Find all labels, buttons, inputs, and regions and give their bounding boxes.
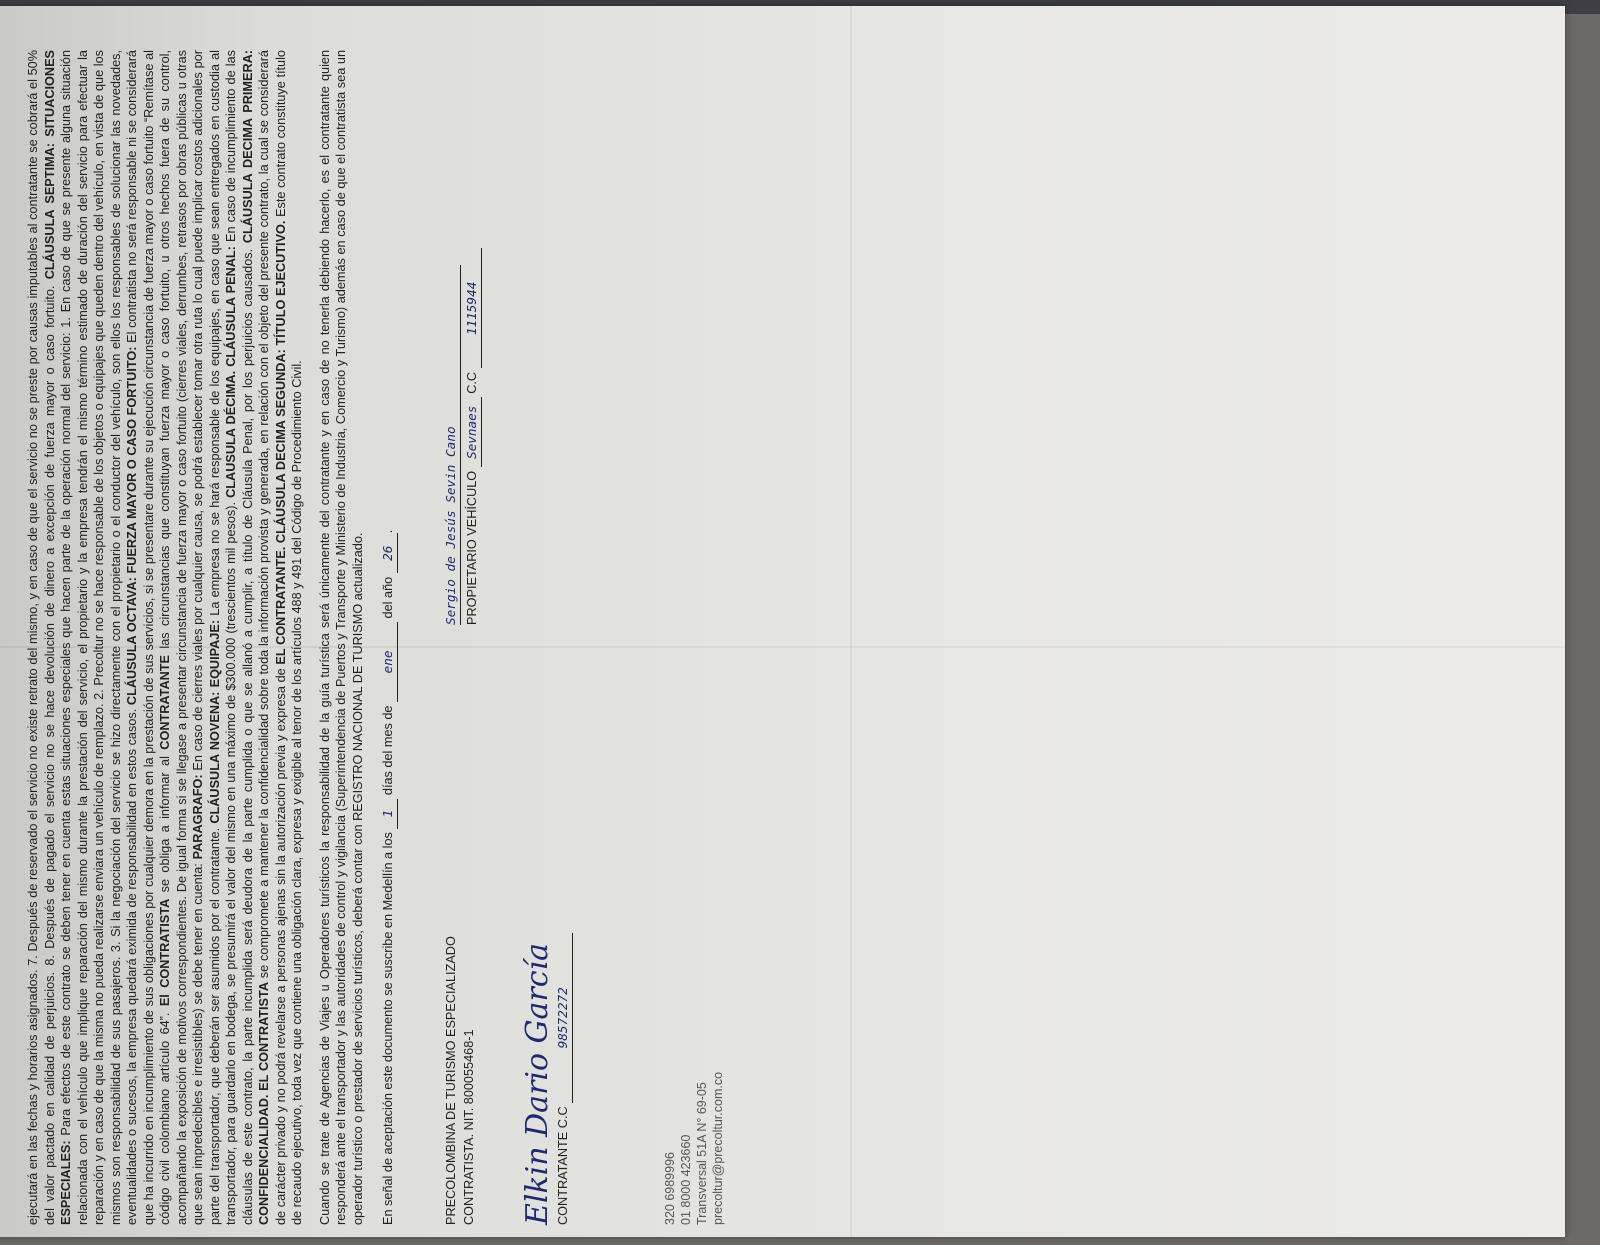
- clause-heading: CLÁUSULA SEPTIMA: SITUACIONES ESPECIALES:: [42, 50, 73, 1225]
- clause-text: se compromete a mantener la confidencialidad sobre toda la información provista y generada, en relación con el objeto del presente contrato, la cual se considerará de carácter privado y no podrá revelarse a personas ajenas sin la autorización previa y expresa de: [257, 50, 288, 1225]
- contractor-label: CONTRATANTE C.C: [555, 1106, 570, 1225]
- company-nit: CONTRATISTA. NIT. 800055468-1: [461, 1029, 476, 1225]
- clause-heading: CLAUSULA DÉCIMA. CLÁUSULA PENAL:: [224, 246, 238, 498]
- owner-signature: Sevnaes: [463, 397, 482, 467]
- acceptance-line: [380, 30, 398, 1225]
- clause-heading: El CONTRATISTA: [158, 898, 172, 1007]
- acceptance-text: del año: [381, 576, 395, 619]
- acceptance-day: 1: [380, 799, 398, 829]
- clause-heading: CLÁUSULA DECIMA PRIMERA: CONFIDENCIALIDAD. EL CONTRATISTA: [240, 50, 271, 1225]
- clause-text: las circunstancias que constituyan fuerza mayor o caso fortuito, u otros hechos fuera de su control, acompañando la exposición de motivos correspondientes. De igual forma si se llegase a presentar circunstancia de fuerza mayor o caso fortuito (cierres viales, derrumbes, retrasos por obras públicas u otras que sean impredecibles e irresistibles) se debe tener en cuenta:: [158, 49, 205, 1225]
- contracting-party: [519, 765, 573, 1225]
- clause-text: ejecutará en las fechas y horarios asignados. 7. Después de reservado el servicio no existe retrato del mismo, y en caso de que el servicio no se preste por causas imputables al contratante se cobrará el 50% del valor pactado en calidad de perjuicios. 8. Después de pagado el servicio no se hace devolución de dinero a excepción de fuerza mayor o caso fortuito.: [26, 50, 57, 1225]
- acceptance-month: ene: [380, 622, 398, 702]
- owner-cc-number: 1115944: [463, 248, 482, 368]
- clause-text: se obliga a informar al: [158, 749, 172, 899]
- paper-fold: [850, 6, 852, 1237]
- contractor-cc-number: 98572272: [554, 933, 573, 1103]
- vehicle-owner: [442, 65, 482, 625]
- clause-text: Este contrato constituye título de recaudo ejecutivo, toda vez que contiene una obligación clara, expresa y exigible al tenor de los artículos 488 y 491 del Código de Procedimiento Civil.: [273, 50, 304, 1225]
- footer-phone: 320 6989996: [662, 1152, 677, 1225]
- clause-heading: EL CONTRATANTE. CLÁUSULA DECIMA SEGUNDA: TÍTULO EJECUTIVO.: [273, 220, 288, 665]
- company-contact-footer: [662, 30, 726, 1225]
- company-name: PRECOLOMBINA DE TURISMO ESPECIALIZADO: [443, 936, 458, 1225]
- acceptance-text: días del mes de: [381, 705, 395, 796]
- acceptance-text: En señal de aceptación este documento se suscribe en Medellín a los: [381, 832, 395, 1225]
- clause-text: Para efectos de este contrato se deben tener en cuenta estas situaciones especiales que hacen parte de la operación normal del servicio: 1. En caso de que se presente alguna situación relacionada con el vehículo que implique reparación del mismo durante la prestación del servicio, el propietario y la empresa tendrán el mismo término estimado de duración del servicio para efectuar la reparación y en caso de que la misma no pueda realizarse enviara un vehículo de remplazo. 2. Precoltur no se hace responsable de los objetos o equipajes que queden dentro del vehículo, en vista de que los mismos son responsabilidad de sus pasajeros. 3. Si la negociación del servicio se hizo directamente con el propietario o el conductor del vehículo, son ellos los responsables de solucionar las novedades, eventualidades o sucesos, la empresa quedará eximida de responsabilidad en estos casos.: [59, 50, 139, 1225]
- clause-heading: CONTRATANTE: [158, 655, 172, 750]
- owner-label: PROPIETARIO VEHÍCULO: [464, 470, 479, 625]
- rotated-document-content: [25, 30, 726, 1245]
- clauses-paragraph-1: [25, 50, 306, 1225]
- footer-phone: 01 8000 423660: [678, 1134, 693, 1225]
- clause-heading: CLÁUSULA OCTAVA: FUERZA MAYOR O CASO FORTUITO:: [125, 346, 139, 706]
- contractor-company: [442, 805, 478, 1225]
- clause-heading: PARAGRAFO:: [191, 774, 205, 860]
- owner-cc-label: C.C: [464, 371, 479, 394]
- clause-text: En caso de incumplimiento de las cláusulas de este contrato, la parte incumplida será deudora de la parte cumplida o que se allanó a cumplir, a título de Cláusula Penal, por los perjuicios causados.: [224, 50, 255, 1225]
- clause-text: El contratista no será responsable ni se considerará que ha incurrido en incumplimiento de sus obligaciones por cualquier demora en la prestación de sus servicios, si se presentare durante su ejecución circunstancia de fuerza mayor o caso fortuito “Remítase al código civil colombiano artículo 64”.: [125, 50, 172, 1225]
- clause-heading: CLÁUSULA NOVENA: EQUIPAJE:: [207, 619, 222, 824]
- acceptance-year: 26: [380, 533, 398, 573]
- acceptance-text: .: [381, 529, 395, 534]
- clause-text: La empresa no se hará responsable de los equipajes, en caso que sean entregados en custodia al transportador, para guardarlo en bodega, se presumirá el valor del mismo en una máximo de $300.000 (trescientos mil pesos).: [207, 50, 238, 1225]
- clause-text: En caso de cierres viales por cualquier causa, se podrá establecer tomar otra ruta lo cual puede implicar costos adicionales por parte del transportador, que deberán ser asumidos por el contratante.: [191, 50, 222, 1225]
- owner-name: Sergio de Jesús Sevin Cano: [442, 265, 461, 625]
- contractor-signature: Elkin Dario García: [519, 942, 555, 1225]
- footer-address: Transversal 51A N° 69-05: [694, 1082, 709, 1225]
- clauses-paragraph-2: Cuando se trate de Agencias de Viajes u Operadores turísticos la responsabilidad de la guía turística será únicamente del contratante y en caso de no tenerla debiendo hacerlo, es el contratante quien responderá ante el transportador y las autoridades de control y vigilancia (Superintendencia de Puertos y Transporte y Ministerio de Industria, Comercio y Turismo) además en caso de que el contratista sea un operador turístico o prestador de servicios turísticos, deberá contar con REGISTRO NACIONAL DE TURISMO actualizado.: [317, 50, 365, 1225]
- footer-email: precoltur@precoltur.com.co: [710, 1071, 725, 1225]
- contract-clauses: [25, 50, 366, 1225]
- contractor-signature-area: [519, 30, 592, 1245]
